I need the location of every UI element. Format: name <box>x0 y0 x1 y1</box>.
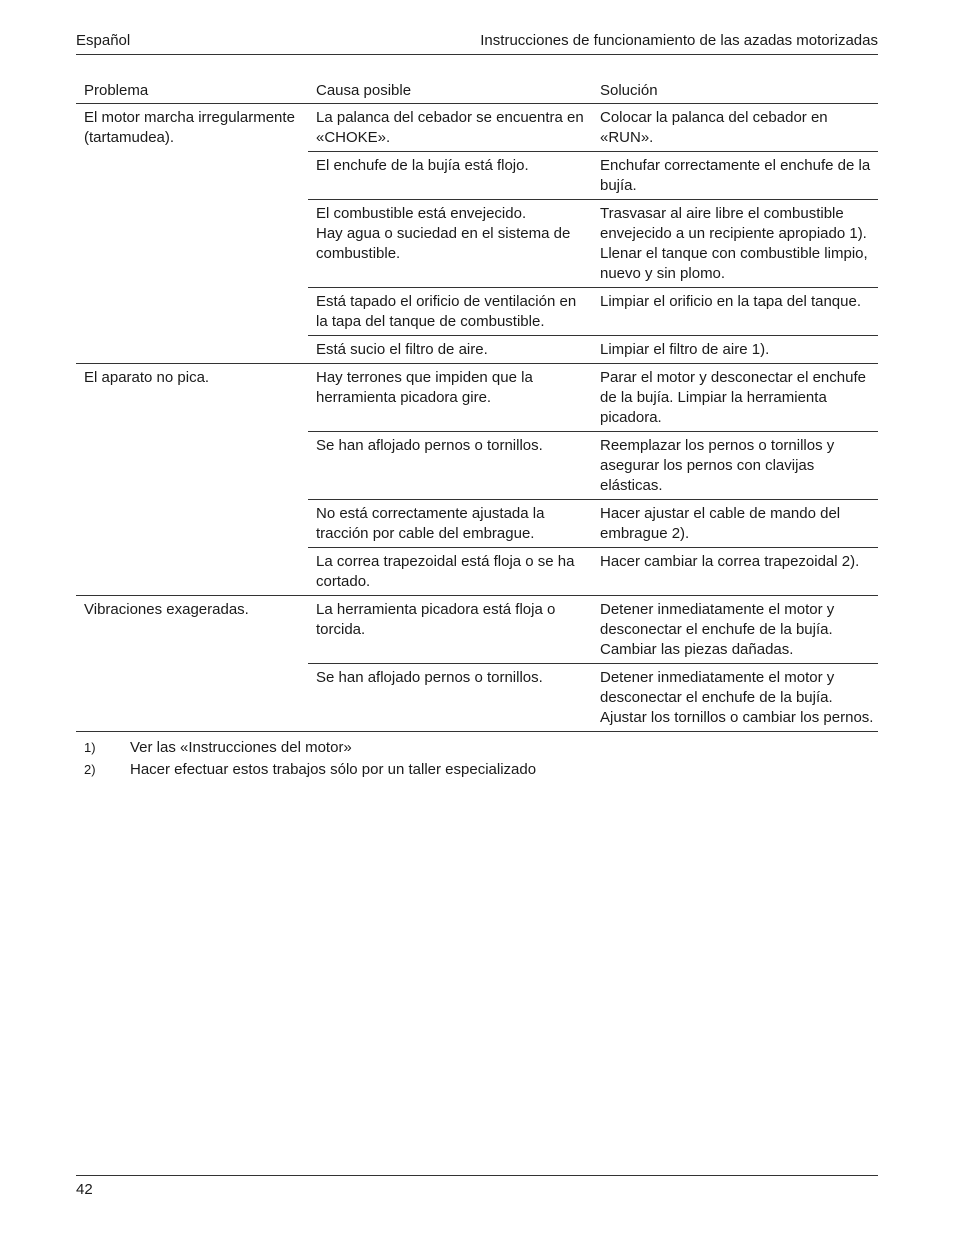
footnote-1 <box>84 737 864 759</box>
column-header-solution: Solución <box>592 78 878 104</box>
footnote-text: Hacer efectuar estos trabajos sólo por un taller especializado <box>130 761 537 778</box>
solution-cell: Limpiar el orificio en la tapa del tanque. <box>592 288 878 336</box>
solution-cell: Detener inmediatamente el motor y desconectar el enchufe de la bujía. Cambiar las piezas dañadas. <box>592 596 878 664</box>
table-row <box>76 596 878 664</box>
cause-cell: Se han aflojado pernos o tornillos. <box>308 432 592 500</box>
cause-cell: La herramienta picadora está floja o torcida. <box>308 596 592 664</box>
problem-cell: Vibraciones exageradas. <box>76 596 308 732</box>
solution-cell: Enchufar correctamente el enchufe de la bujía. <box>592 152 878 200</box>
solution-cell: Colocar la palanca del cebador en «RUN». <box>592 104 878 152</box>
cause-cell: Hay terrones que impiden que la herramienta picadora gire. <box>308 364 592 432</box>
cause-cell: No está correctamente ajustada la tracción por cable del embrague. <box>308 500 592 548</box>
footnotes <box>84 737 864 781</box>
table-row <box>76 364 878 432</box>
cause-cell: Se han aflojado pernos o tornillos. <box>308 664 592 732</box>
solution-cell: Detener inmediatamente el motor y desconectar el enchufe de la bujía. Ajustar los tornillos o cambiar los pernos. <box>592 664 878 732</box>
cause-cell: La correa trapezoidal está floja o se ha cortado. <box>308 548 592 596</box>
page-number: 42 <box>76 1181 93 1198</box>
cause-cell: El enchufe de la bujía está flojo. <box>308 152 592 200</box>
page-footer <box>76 1175 878 1200</box>
solution-cell: Parar el motor y desconectar el enchufe de la bujía. Limpiar la herramienta picadora. <box>592 364 878 432</box>
table-header-row <box>76 78 878 104</box>
problem-cell: El aparato no pica. <box>76 364 308 596</box>
solution-cell: Trasvasar al aire libre el combustible envejecido a un recipiente apropiado 1). Llenar el tanque con combustible limpio, nuevo y sin plomo. <box>592 200 878 288</box>
cause-cell: La palanca del cebador se encuentra en «CHOKE». <box>308 104 592 152</box>
footnote-2 <box>84 759 864 781</box>
table-row <box>76 104 878 152</box>
problem-cell: El motor marcha irregularmente (tartamudea). <box>76 104 308 364</box>
footnote-text: Ver las «Instrucciones del motor» <box>130 739 352 756</box>
footnote-mark: 1) <box>84 740 96 755</box>
column-header-problem: Problema <box>76 78 308 104</box>
table-body <box>76 104 878 732</box>
header-language: Español <box>76 32 131 49</box>
troubleshooting-table <box>76 78 878 732</box>
footnote-mark: 2) <box>84 762 96 777</box>
solution-cell: Limpiar el filtro de aire 1). <box>592 336 878 364</box>
solution-cell: Hacer ajustar el cable de mando del embrague 2). <box>592 500 878 548</box>
solution-cell: Hacer cambiar la correa trapezoidal 2). <box>592 548 878 596</box>
header-title: Instrucciones de funcionamiento de las azadas motorizadas <box>480 32 878 49</box>
cause-cell: Está sucio el filtro de aire. <box>308 336 592 364</box>
cause-cell: El combustible está envejecido. Hay agua o suciedad en el sistema de combustible. <box>308 200 592 288</box>
cause-cell: Está tapado el orificio de ventilación en la tapa del tanque de combustible. <box>308 288 592 336</box>
column-header-cause: Causa posible <box>308 78 592 104</box>
solution-cell: Reemplazar los pernos o tornillos y asegurar los pernos con clavijas elásticas. <box>592 432 878 500</box>
page-header <box>76 31 878 55</box>
